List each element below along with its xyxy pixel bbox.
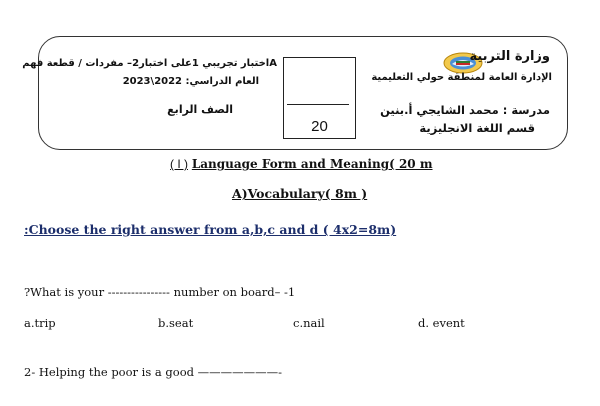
- subsection-title: A)Vocabulary( 8m ): [232, 186, 368, 201]
- department-name: قسم اللغة الانجليزية: [419, 121, 535, 135]
- question-1-option-a[interactable]: a.trip: [24, 316, 56, 330]
- question-1-option-c[interactable]: c.nail: [293, 316, 325, 330]
- score-total: 20: [311, 118, 328, 135]
- instruction-text: :Choose the right answer from a,b,c and d ( 4x2=8m): [24, 222, 397, 237]
- grade-label: الصف الرابع: [167, 103, 233, 116]
- question-1-option-b[interactable]: b.seat: [158, 316, 194, 330]
- question-2-stem: 2- Helping the poor is a good ———————-: [24, 365, 283, 379]
- test-title: Aاختبار تجريبي 1على اختبار2– مفردات / قطعة فهم: [22, 58, 277, 69]
- section-number: ( I ): [170, 157, 188, 171]
- ministry-name: وزارة التربية: [469, 49, 550, 64]
- section-heading: [170, 157, 433, 171]
- academic-year: العام الدراسي: 2022\2023: [122, 76, 259, 87]
- school-name: مدرسة : محمد الشايجي أ.بنين: [380, 103, 550, 117]
- directorate-name: الإدارة العامة لمنطقة حولي التعليمية: [371, 72, 552, 83]
- section-title: Language Form and Meaning( 20 m: [191, 157, 433, 171]
- question-1-stem: ?What is your ---------------- number on board– -1: [24, 285, 296, 299]
- question-1-option-d[interactable]: d. event: [418, 316, 465, 330]
- score-divider: [287, 104, 349, 105]
